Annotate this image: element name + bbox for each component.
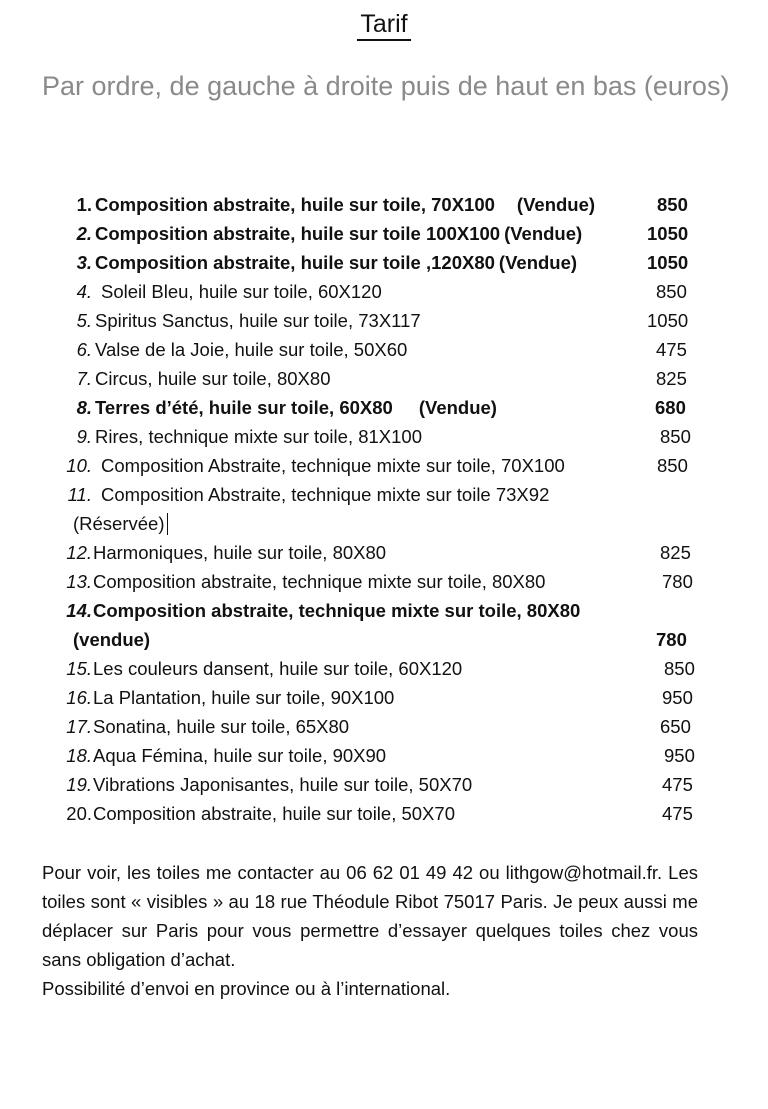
item-price: 950 xyxy=(664,745,695,766)
item-price: 780 xyxy=(662,571,693,592)
item-status: (Vendue) xyxy=(498,252,578,273)
item-description xyxy=(101,480,549,509)
item-status: (Vendue) xyxy=(516,194,596,215)
item-price: 475 xyxy=(656,339,687,360)
item-number: 12. xyxy=(66,542,92,563)
item-title: Les couleurs dansent, huile sur toile, 60X120 xyxy=(93,658,463,679)
item-title: Sonatina, huile sur toile, 65X80 xyxy=(93,716,350,737)
item-status xyxy=(73,625,150,654)
page-subtitle: Par ordre, de gauche à droite puis de haut en bas (euros) xyxy=(42,71,730,101)
item-number: 11. xyxy=(67,484,92,505)
item-description xyxy=(95,219,582,248)
price-list-item xyxy=(0,741,768,770)
item-number: 16. xyxy=(66,687,92,708)
item-price: 1050 xyxy=(647,252,689,273)
price-list-item xyxy=(0,770,768,799)
item-description xyxy=(101,451,565,480)
item-title: Composition abstraite, huile sur toile 100X100 xyxy=(95,223,501,244)
item-title: Vibrations Japonisantes, huile sur toile, 50X70 xyxy=(93,774,473,795)
item-number: 13. xyxy=(66,571,92,592)
price-list-item xyxy=(0,683,768,712)
item-number: 18. xyxy=(66,745,92,766)
price-list-item xyxy=(0,248,768,277)
price-list-item xyxy=(0,422,768,451)
item-number: 10. xyxy=(66,455,92,476)
item-title: Terres d’été, huile sur toile, 60X80 xyxy=(95,397,393,418)
item-description xyxy=(95,335,407,364)
item-number: 9. xyxy=(76,426,92,447)
price-list-item xyxy=(0,654,768,683)
item-price: 825 xyxy=(656,368,687,389)
item-title: La Plantation, huile sur toile, 90X100 xyxy=(93,687,395,708)
item-description xyxy=(95,190,595,219)
price-list-item xyxy=(0,364,768,393)
item-description xyxy=(95,422,422,451)
item-description xyxy=(95,248,577,277)
item-title: Composition abstraite, technique mixte sur toile, 80X80 xyxy=(93,571,546,592)
item-number: 15. xyxy=(66,658,92,679)
item-status: (Vendue) xyxy=(418,397,497,418)
item-status-text: (Réservée) xyxy=(73,513,165,534)
item-title: Composition abstraite, huile sur toile ,120X80 xyxy=(95,252,495,273)
item-price: 475 xyxy=(662,774,693,795)
item-number: 19. xyxy=(66,774,92,795)
item-number: 7. xyxy=(76,368,92,389)
price-list-item xyxy=(0,712,768,741)
price-list-item xyxy=(0,480,768,538)
item-number: 17. xyxy=(66,716,92,737)
item-price: 825 xyxy=(660,542,691,563)
item-price: 850 xyxy=(657,455,688,476)
item-title: Rires, technique mixte sur toile, 81X100 xyxy=(95,426,423,447)
contact-section xyxy=(42,858,698,1003)
item-title: Composition abstraite, technique mixte sur toile, 80X80 xyxy=(93,600,581,621)
item-number: 14. xyxy=(66,600,92,621)
price-list-item xyxy=(0,393,768,422)
item-number: 1. xyxy=(76,194,92,215)
price-list-item xyxy=(0,335,768,364)
price-list xyxy=(0,190,768,828)
item-price: 1050 xyxy=(647,310,689,331)
item-title: Aqua Fémina, huile sur toile, 90X90 xyxy=(93,745,387,766)
item-title: Composition Abstraite, technique mixte sur toile 73X92 xyxy=(101,484,550,505)
item-price: 680 xyxy=(655,397,686,418)
item-title: Valse de la Joie, huile sur toile, 50X60 xyxy=(95,339,408,360)
item-title: Spiritus Sanctus, huile sur toile, 73X117 xyxy=(95,310,421,331)
item-number: 6. xyxy=(76,339,92,360)
item-title: Composition abstraite, huile sur toile, 50X70 xyxy=(93,803,455,824)
item-status-text: (vendue) xyxy=(73,629,151,650)
contact-paragraph: Pour voir, les toiles me contacter au 06 62 01 49 42 ou lithgow@hotmail.fr. Les toiles sont « visibles » au 18 rue Théodule Ribot 75017 Paris. Je peux aussi me déplacer sur Paris pour vous permettre d’essayer quelques toiles chez vous sans obligation d’achat. xyxy=(42,862,698,970)
item-price: 850 xyxy=(660,426,691,447)
item-number: 8. xyxy=(76,397,92,418)
item-price: 850 xyxy=(664,658,695,679)
price-list-item xyxy=(0,190,768,219)
shipping-note: Possibilité d’envoi en province ou à l’international. xyxy=(42,978,451,999)
item-price: 475 xyxy=(662,803,693,824)
price-list-item xyxy=(0,799,768,828)
price-list-item xyxy=(0,538,768,567)
price-list-item xyxy=(0,306,768,335)
item-description xyxy=(95,393,497,422)
item-title: Harmoniques, huile sur toile, 80X80 xyxy=(93,542,387,563)
item-price: 950 xyxy=(662,687,693,708)
item-number: 5. xyxy=(76,310,92,331)
price-list-item xyxy=(0,219,768,248)
item-description xyxy=(93,567,545,596)
text-cursor xyxy=(167,513,168,535)
item-description xyxy=(95,364,330,393)
price-list-item xyxy=(0,596,768,654)
item-description xyxy=(95,306,421,335)
price-list-item xyxy=(0,451,768,480)
item-description xyxy=(93,799,455,828)
item-price: 780 xyxy=(656,629,687,650)
item-price: 850 xyxy=(656,281,687,302)
item-status xyxy=(73,509,168,538)
item-number: 2. xyxy=(76,223,92,244)
price-list-item xyxy=(0,567,768,596)
price-list-item xyxy=(0,277,768,306)
item-title: Circus, huile sur toile, 80X80 xyxy=(95,368,331,389)
item-status: (Vendue) xyxy=(504,223,583,244)
item-price: 1050 xyxy=(647,223,689,244)
item-title: Soleil Bleu, huile sur toile, 60X120 xyxy=(101,281,382,302)
item-description xyxy=(93,596,580,625)
item-number: 3. xyxy=(76,252,92,273)
item-number: 20. xyxy=(66,803,92,824)
item-description xyxy=(93,683,394,712)
item-description xyxy=(93,654,462,683)
item-description xyxy=(93,770,472,799)
item-description xyxy=(93,741,386,770)
page-title: Tarif xyxy=(0,10,768,39)
item-price: 850 xyxy=(657,194,688,215)
item-price: 650 xyxy=(660,716,691,737)
item-description xyxy=(93,712,349,741)
item-title: Composition Abstraite, technique mixte sur toile, 70X100 xyxy=(101,455,565,476)
item-description xyxy=(101,277,382,306)
item-number: 4. xyxy=(76,281,92,302)
item-description xyxy=(93,538,386,567)
item-title: Composition abstraite, huile sur toile, 70X100 xyxy=(95,194,495,215)
